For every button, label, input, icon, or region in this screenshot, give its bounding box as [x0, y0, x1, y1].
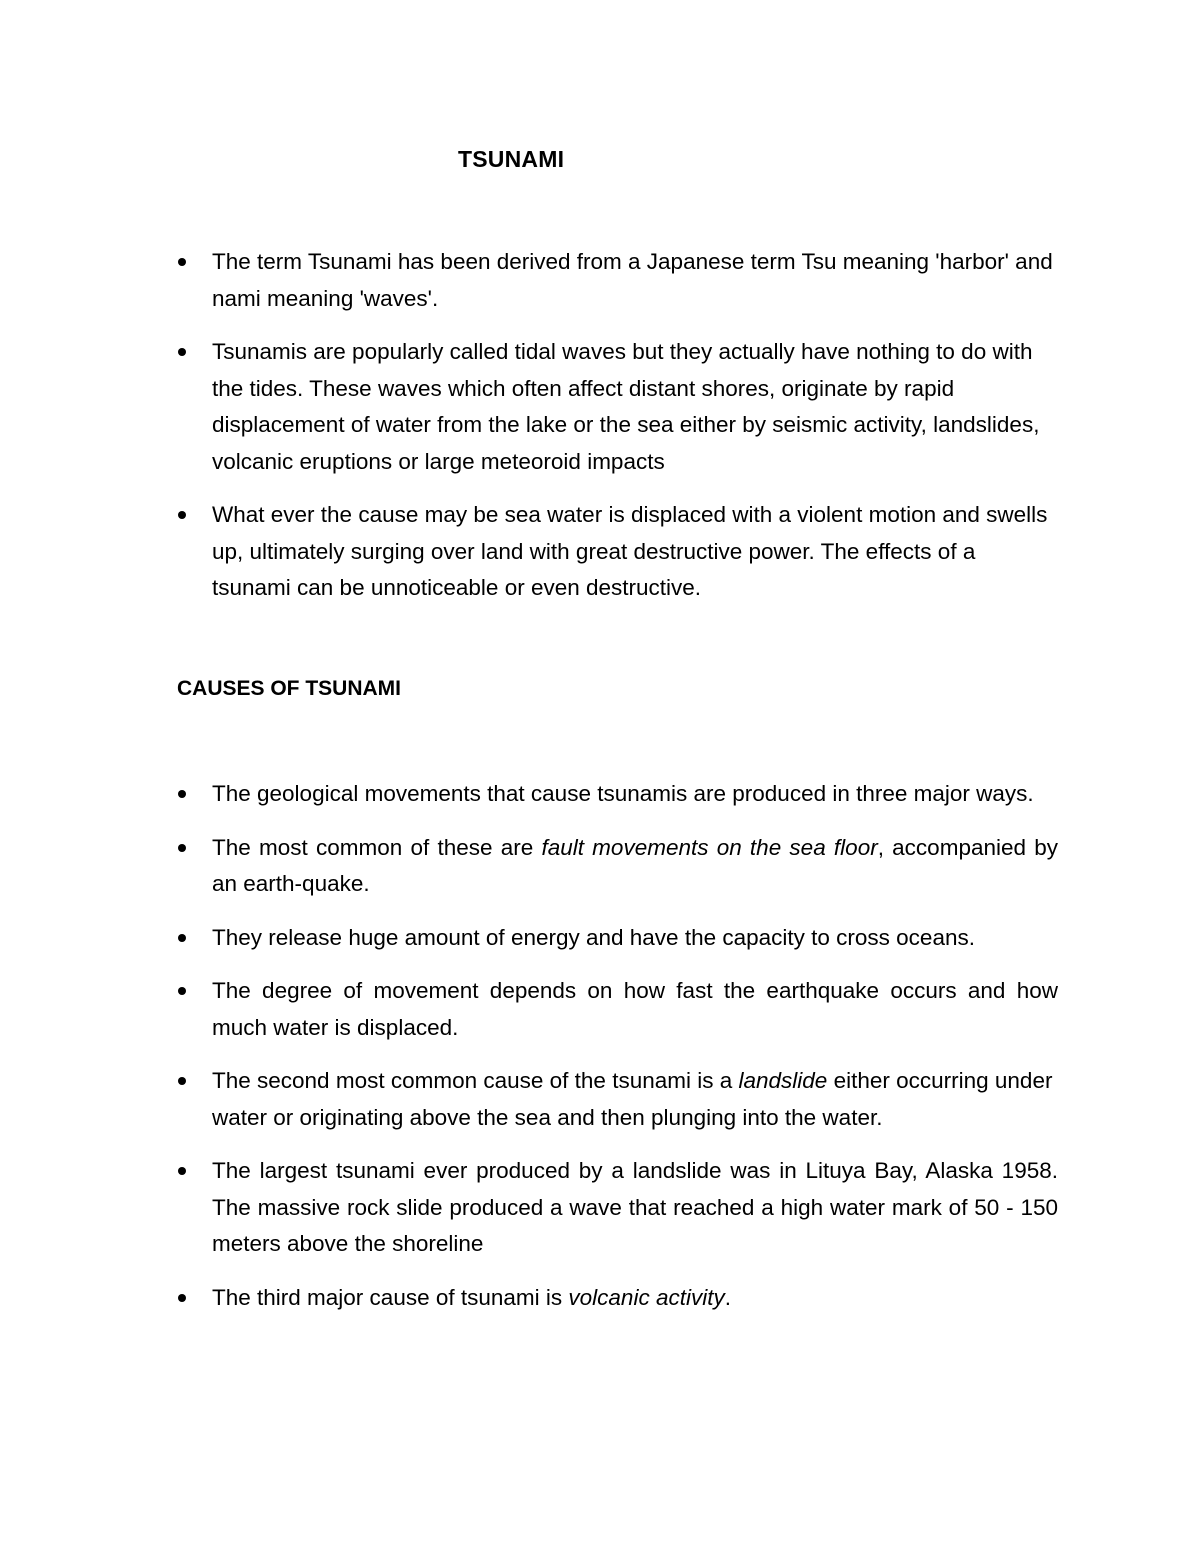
- bullet-icon: [178, 1167, 186, 1175]
- list-item: [0, 1153, 1058, 1263]
- bullet-text-start: The third major cause of tsunami is: [212, 1284, 569, 1310]
- emphasis-text: landslide: [738, 1068, 828, 1093]
- list-item: [0, 334, 1058, 480]
- list-item: [0, 776, 1058, 813]
- list-item: [0, 1280, 1058, 1317]
- bullet-text-end: , accompanied by an earth-quake.: [212, 834, 1058, 896]
- bullet-text: The degree of movement depends on how fast the earthquake occurs and how much water is displaced.: [212, 978, 1058, 1040]
- list-item: [0, 920, 1058, 957]
- bullet-icon: [178, 348, 186, 356]
- bullet-text: They release huge amount of energy and have the capacity to cross oceans.: [212, 924, 975, 950]
- list-item: [0, 973, 1058, 1046]
- causes-bullet-list: [0, 776, 1058, 1333]
- bullet-icon: [178, 1294, 186, 1302]
- intro-bullet-list: [0, 244, 1058, 624]
- bullet-text: The geological movements that cause tsunamis are produced in three major ways.: [212, 781, 1034, 806]
- section-heading-causes: CAUSES OF TSUNAMI: [177, 677, 402, 700]
- bullet-icon: [178, 1077, 186, 1085]
- bullet-icon: [178, 934, 186, 942]
- bullet-icon: [178, 511, 186, 519]
- emphasis-text: volcanic activity: [568, 1284, 725, 1310]
- bullet-icon: [178, 987, 186, 995]
- bullet-text-end: either occurring under water or originating above the sea and then plunging into the water.: [212, 1068, 1053, 1130]
- bullet-icon: [178, 258, 186, 266]
- bullet-text: Tsunamis are popularly called tidal waves but they actually have nothing to do with the tides. These waves which often affect distant shores, originate by rapid displacement of water from the lake or the sea either by seismic activity, landslides, volcanic eruptions or large meteoroid impacts: [212, 339, 1040, 474]
- bullet-text: The term Tsunami has been derived from a Japanese term Tsu meaning 'harbor' and nami meaning 'waves'.: [212, 249, 1053, 311]
- bullet-text-end: .: [724, 1284, 731, 1310]
- bullet-text-start: The second most common cause of the tsunami is a: [212, 1068, 739, 1093]
- bullet-icon: [178, 844, 186, 852]
- bullet-text: What ever the cause may be sea water is displaced with a violent motion and swells up, ultimately surging over land with great destructive power. The effects of a tsunami can be unnoticeable or even destructive.: [212, 502, 1048, 600]
- document-title: TSUNAMI: [458, 146, 565, 172]
- bullet-text-start: The most common of these are: [212, 834, 542, 860]
- emphasis-text: fault movements on the sea floor: [541, 834, 878, 860]
- list-item: [0, 830, 1058, 903]
- list-item: [0, 497, 1058, 607]
- list-item: [0, 244, 1058, 317]
- bullet-icon: [178, 790, 186, 798]
- bullet-text: The largest tsunami ever produced by a landslide was in Lituya Bay, Alaska 1958. The massive rock slide produced a wave that reached a high water mark of 50 - 150 meters above the shoreline: [212, 1158, 1058, 1256]
- list-item: [0, 1063, 1058, 1136]
